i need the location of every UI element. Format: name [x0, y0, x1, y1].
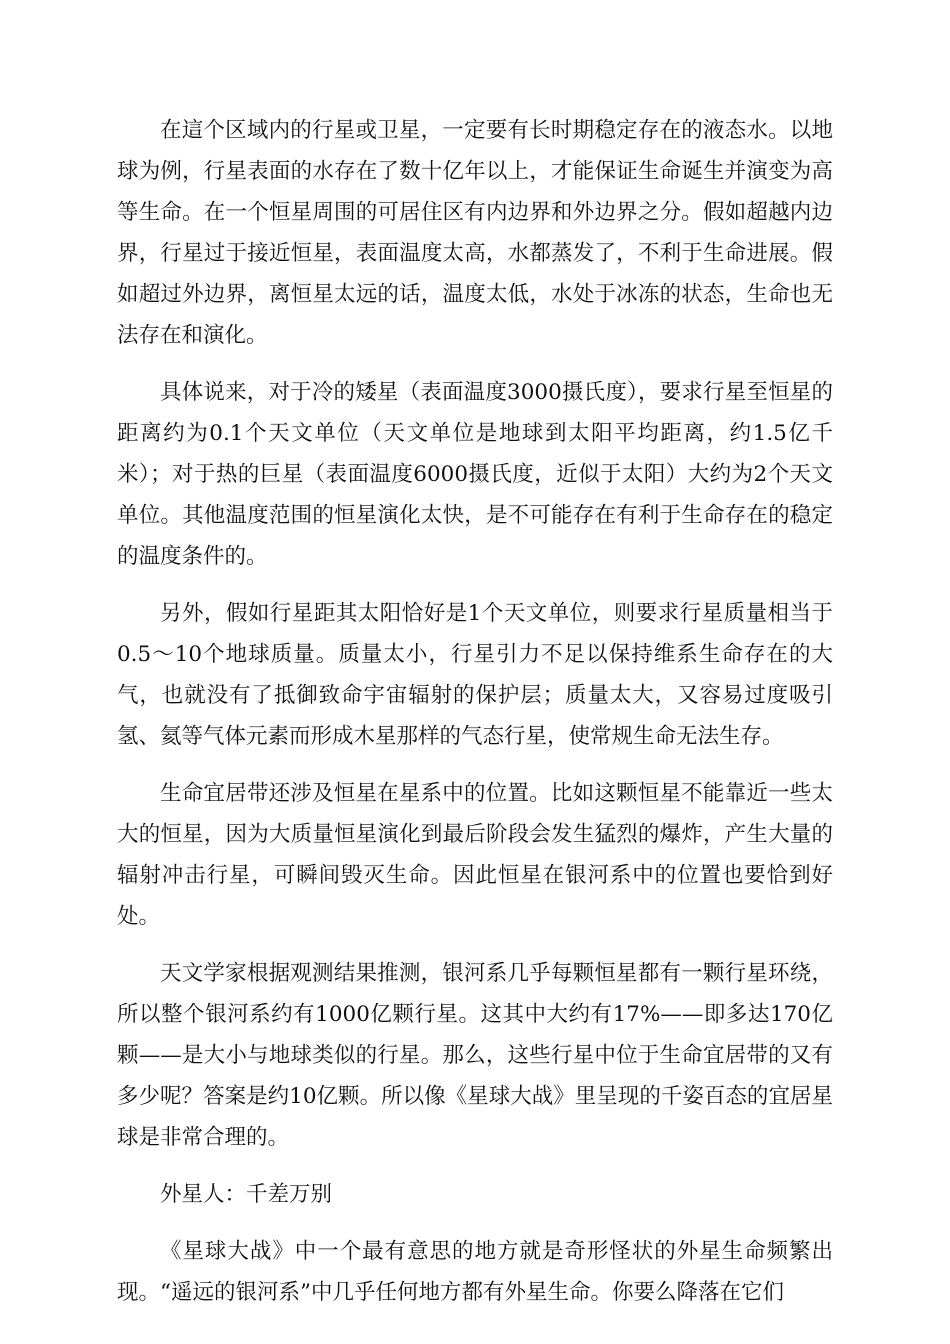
section-heading: 外星人：千差万别 — [160, 1182, 333, 1207]
paragraph-distance-requirements: 具体说来，对于冷的矮星（表面温度3000摄氏度），要求行星至恒星的距离约为0.1个天文单位（天文单位是地球到太阳平均距离，约1.5亿千米）；对于热的巨星（表面温度6000摄氏度，近似于太阳）大约为2个天文单位。其他温度范围的恒星演化太快，是不可能存在有利于生命存在的稳定的温度条件的。 — [117, 380, 833, 569]
document-page — [117, 110, 833, 1329]
paragraph-galactic-position: 生命宜居带还涉及恒星在星系中的位置。比如这颗恒星不能靠近一些太大的恒星，因为大质量恒星演化到最后阶段会发生猛烈的爆炸，产生大量的辐射冲击行星，可瞬间毁灭生命。因此恒星在银河系中的位置也要恰到好处。 — [117, 781, 833, 929]
paragraph-habitable-water: 在這个区域内的行星或卫星，一定要有长时期稳定存在的液态水。以地球为例，行星表面的水存在了数十亿年以上，才能保证生命诞生并演变为高等生命。在一个恒星周围的可居住区有内边界和外边界之分。假如超越内边界，行星过于接近恒星，表面温度太高，水都蒸发了，不利于生命进展。假如超过外边界，离恒星太远的话，温度太低，水处于冰冻的状态，生命也无法存在和演化。 — [117, 118, 833, 348]
paragraph-aliens-intro: 《星球大战》中一个最有意思的地方就是奇形怪状的外星生命频繁出现。“遥远的银河系”中几乎任何地方都有外星生命。你要么降落在它们 — [117, 1239, 833, 1305]
paragraph-mass-requirements: 另外，假如行星距其太阳恰好是1个天文单位，则要求行星质量相当于0.5～10个地球质量。质量太小，行星引力不足以保持维系生命存在的大气，也就没有了抵御致命宇宙辐射的保护层；质量太大，又容易过度吸引氢、氦等气体元素而形成木星那样的气态行星，使常规生命无法生存。 — [117, 601, 833, 749]
paragraph-planet-estimates: 天文学家根据观测结果推测，银河系几乎每颗恒星都有一颗行星环绕，所以整个银河系约有1000亿颗行星。这其中大约有17%——即多达170亿颗——是大小与地球类似的行星。那么，这些行星中位于生命宜居带的又有多少呢？答案是约10亿颗。所以像《星球大战》里呈现的千姿百态的宜居星球是非常合理的。 — [117, 961, 833, 1150]
